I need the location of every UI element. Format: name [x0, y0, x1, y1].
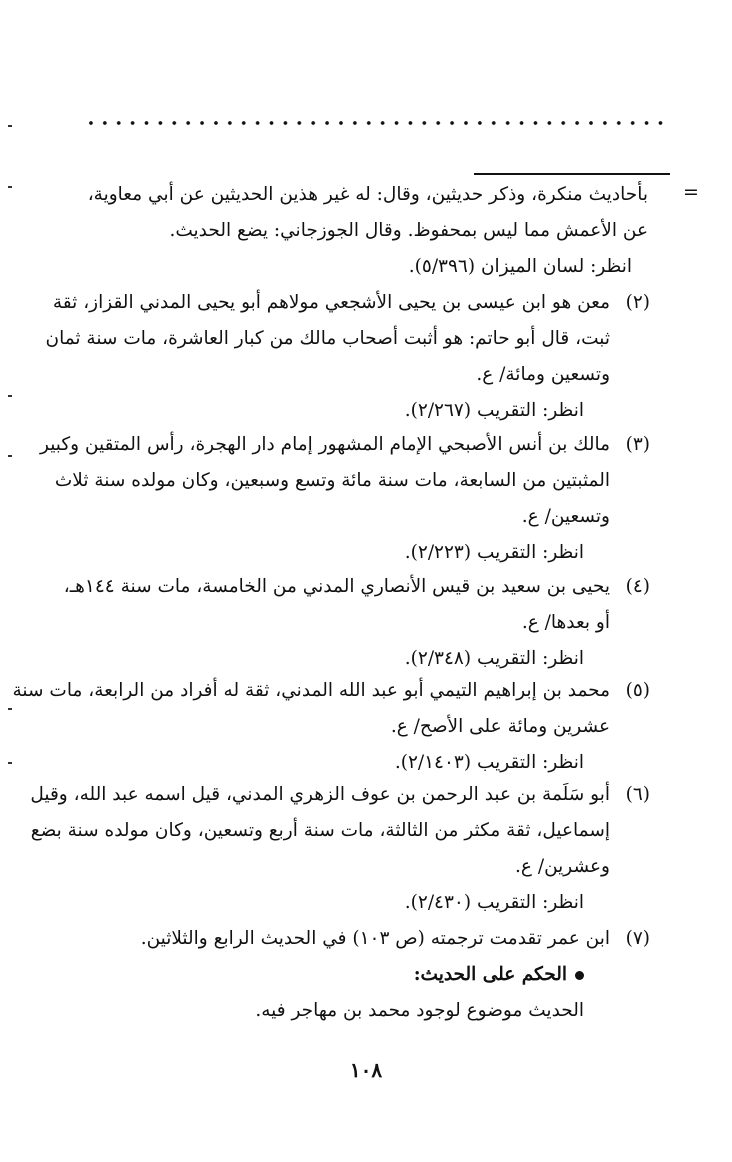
ruling-heading [300, 958, 584, 992]
ruling-heading-text: الحكم على الحديث: [413, 964, 567, 985]
reference-line: انظر: لسان الميزان (٥/٣٩٦). [408, 256, 632, 277]
margin-mark [8, 186, 12, 188]
footnote-number: (٢) [625, 292, 650, 313]
reference-line: انظر: التقريب (٢/٣٤٨). [404, 648, 584, 669]
footnote-line: بأحاديث منكرة، وذكر حديثين، وقال: له غير هذين الحديثين عن أبي معاوية، [87, 184, 648, 205]
reference-line: انظر: التقريب (٢/١٤٠٣). [394, 752, 584, 773]
footnote-number: (٣) [625, 434, 650, 455]
ruling-text: الحديث موضوع لوجود محمد بن مهاجر فيه. [255, 1000, 584, 1021]
footnote-line: المثبتين من السابعة، مات سنة مائة وتسع وسبعين، وكان مولده سنة ثلاث [54, 470, 610, 491]
reference-line: انظر: التقريب (٢/٢٢٣). [404, 542, 584, 563]
footnote-line: ثبت، قال أبو حاتم: هو أثبت أصحاب مالك من كبار العاشرة، مات سنة ثمان [45, 328, 610, 349]
footnote-line: إسماعيل، ثقة مكثر من الثالثة، مات سنة أربع وتسعين، وكان مولده سنة بضع [30, 820, 610, 841]
footnote-line: يحيى بن سعيد بن قيس الأنصاري المدني من الخامسة، مات سنة ١٤٤هـ، [63, 576, 610, 597]
margin-mark [8, 455, 12, 457]
footnote-number: (٥) [625, 680, 650, 701]
margin-mark [8, 395, 12, 397]
page-number: ١٠٨ [349, 1058, 383, 1082]
dotted-separator [84, 116, 670, 130]
footnote-number: (٤) [625, 576, 650, 597]
footnote-line: عشرين ومائة على الأصح/ ع. [390, 716, 610, 737]
footnote-line: معن هو ابن عيسى بن يحيى الأشجعي مولاهم أبو يحيى المدني القزاز، ثقة [52, 292, 610, 313]
continuation-marker: = [683, 181, 699, 203]
footnote-line: ابن عمر تقدمت ترجمته (ص ١٠٣) في الحديث الرابع والثلاثين. [140, 928, 610, 949]
footnote-line: وعشرين/ ع. [515, 856, 610, 877]
footnote-line: عن الأعمش مما ليس بمحفوظ. وقال الجوزجاني: يضع الحديث. [169, 220, 648, 241]
footnote-number: (٧) [625, 928, 650, 949]
margin-mark [8, 708, 12, 710]
footnote-rule [474, 173, 670, 175]
footnote-line: محمد بن إبراهيم التيمي أبو عبد الله المدني، ثقة له أفراد من الرابعة، مات سنة [12, 680, 610, 701]
margin-mark [8, 125, 12, 127]
reference-line: انظر: التقريب (٢/٢٦٧). [404, 400, 584, 421]
footnote-line: مالك بن أنس الأصبحي الإمام المشهور إمام دار الهجرة، رأس المتقين وكبير [39, 434, 610, 455]
footnote-line: وتسعين/ ع. [521, 506, 610, 527]
bullet-icon [575, 971, 584, 980]
footnote-line: وتسعين ومائة/ ع. [476, 364, 610, 385]
footnote-number: (٦) [625, 784, 650, 805]
footnote-line: أبو سَلَمة بن عبد الرحمن بن عوف الزهري المدني، قيل اسمه عبد الله، وقيل [30, 784, 610, 805]
reference-line: انظر: التقريب (٢/٤٣٠). [404, 892, 584, 913]
footnote-line: أو بعدها/ ع. [521, 612, 610, 633]
margin-mark [8, 762, 12, 764]
